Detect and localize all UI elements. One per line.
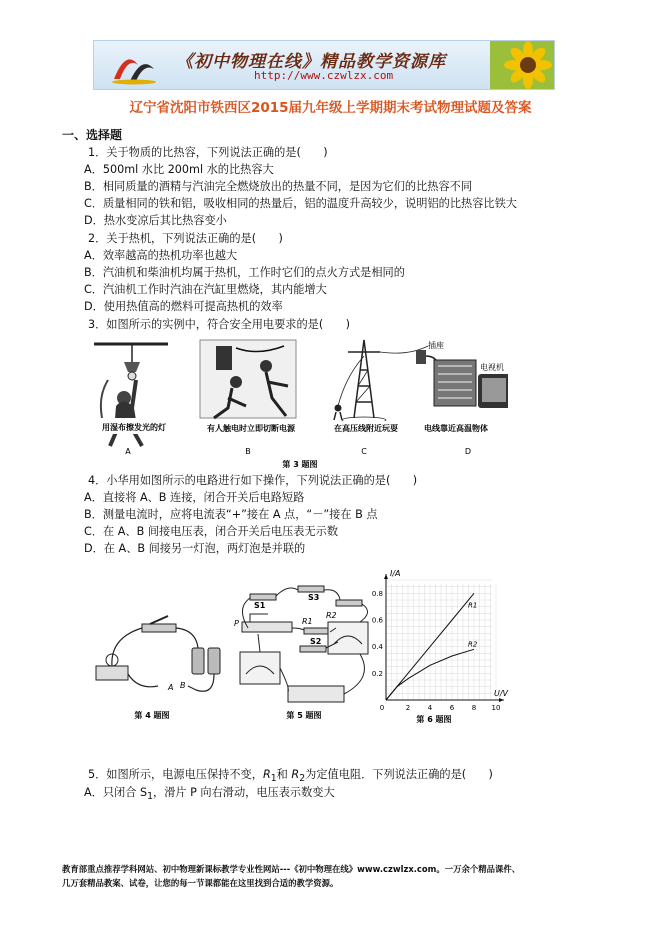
q1-stem: 1．关于物质的比热容，下列说法正确的是( ) (88, 146, 328, 159)
banner-url[interactable]: http://www.czwlzx.com (254, 69, 394, 82)
footer-line-2: 几万套精品教案、试卷，让您的每一节课都能在这里找到合适的教学资源。 (62, 878, 339, 888)
chart-y-tick-label: 0.8 (372, 589, 383, 598)
chart-x-tick-label: 10 (491, 704, 501, 712)
figure-3 (88, 336, 508, 472)
fig3-title: 第 3 题图 (282, 460, 318, 469)
fig4-caption: 第 4 题图 (134, 711, 170, 720)
section-heading: 一、选择题 (62, 128, 123, 142)
chart-x-tick-label: 0 (379, 704, 385, 712)
chart-x-tick-label: 6 (449, 704, 455, 712)
q1-option-b: B．相同质量的酒精与汽油完全燃烧放出的热量不同，是因为它们的比热容不同 (84, 180, 473, 193)
fig3-caption-c: 在高压线附近玩耍 (334, 424, 398, 433)
q2-option-b: B．汽油机和柴油机均属于热机，工作时它们的点火方式是相同的 (84, 266, 405, 279)
q5-stem-part2: 为定值电阻．下列说法正确的是( ) (305, 768, 493, 781)
chart-x-tick-label: 2 (405, 704, 411, 712)
q5-r2: R (291, 768, 300, 781)
fig5-switch-s1: S1 (254, 601, 266, 610)
chart-y-axis-label: I/A (390, 569, 401, 578)
q5-stem-and: 和 (276, 768, 292, 781)
fig3-panel-b-illustration (200, 340, 296, 418)
q5-stem-part1: 5．如图所示，电源电压保持不变， (88, 768, 263, 781)
q2-option-c: C．汽油机工作时汽油在汽缸里燃烧，其内能增大 (84, 283, 327, 296)
chart-x-arrow (499, 698, 504, 702)
q4-option-a: A．直接将 A、B 连接，闭合开关后电路短路 (84, 491, 305, 504)
chart-y-tick-label: 0.4 (372, 643, 383, 652)
q5-option-a-sub: 1 (147, 791, 153, 803)
chart-series-label: R2 (468, 640, 478, 649)
fig3-letter-a: A (125, 447, 131, 456)
fig5-switch-s3: S3 (308, 593, 320, 602)
fig3-caption-b: 有人触电时立即切断电源 (207, 424, 295, 433)
q2-option-a: A．效率越高的热机功率也越大 (84, 249, 238, 262)
q4-stem: 4．小华用如图所示的电路进行如下操作，下列说法正确的是( ) (88, 474, 418, 487)
fig3-caption-a: 用湿布擦发光的灯 (102, 423, 166, 432)
q5-option-a-part1: A．只闭合 S (84, 786, 148, 799)
fig3-caption-d: 电线靠近高温物体 (424, 424, 488, 433)
header-banner (93, 40, 555, 90)
figure-4 (92, 612, 232, 724)
page-title: 辽宁省沈阳市铁西区2015届九年级上学期期末考试物理试题及答案 (129, 100, 532, 116)
fig3-label-socket: 插座 (428, 341, 444, 350)
site-logo-icon (108, 45, 160, 85)
fig5-resistor-r1: R1 (302, 617, 313, 626)
q5-r1: R (262, 768, 271, 781)
chart-y-tick-label: 0.6 (372, 616, 383, 625)
q2-stem: 2．关于热机，下列说法正确的是( ) (88, 232, 283, 245)
chart-y-arrow (384, 574, 388, 579)
figure-5 (228, 578, 378, 724)
fig5-caption: 第 5 题图 (286, 711, 322, 720)
chart-x-tick-label: 8 (471, 704, 477, 712)
sunflower-icon (490, 41, 554, 89)
q5-option-a-part2: ，滑片 P 向右滑动，电压表示数变大 (153, 786, 335, 799)
chart-x-axis-label: U/V (494, 689, 509, 698)
page-footer (62, 862, 622, 890)
q5-option-a (84, 786, 335, 804)
fig4-point-b: B (180, 681, 186, 690)
q1-option-c: C．质量相同的铁和铝，吸收相同的热量后，铝的温度升高较少，说明铝的比热容比铁大 (84, 197, 517, 210)
q1-option-a: A．500ml 水比 200ml 水的比热容大 (84, 163, 274, 176)
fig5-slider-p: P (234, 619, 239, 628)
q2-option-d: D．使用热值高的燃料可提高热机的效率 (84, 300, 283, 313)
q4-option-c: C．在 A、B 间接电压表，闭合开关后电压表无示数 (84, 525, 339, 538)
chart-x-tick-label: 4 (427, 704, 433, 712)
chart-y-tick-label: 0.2 (372, 669, 383, 678)
q5-stem (88, 768, 493, 786)
q4-option-b: B．测量电流时，应将电流表“+”接在 A 点，“－”接在 B 点 (84, 508, 378, 521)
fig6-caption: 第 6 题图 (416, 715, 452, 724)
q1-option-d: D．热水变凉后其比热容变小 (84, 214, 227, 227)
fig3-letter-d: D (464, 447, 472, 456)
q4-option-d: D．在 A、B 间接另一灯泡，两灯泡是并联的 (84, 542, 306, 555)
fig5-switch-s2: S2 (310, 637, 322, 646)
q5-r2-sub: 2 (299, 773, 306, 785)
q3-stem: 3．如图所示的实例中，符合安全用电要求的是( ) (88, 318, 350, 331)
footer-line-1: 教育部重点推荐学科网站、初中物理新课标教学专业性网站---《初中物理在线》www.czwlzx.com。一万余个精品课件、 (62, 864, 521, 874)
fig3-panel-c-illustration (334, 340, 428, 423)
fig3-panel-d-illustration (416, 350, 508, 408)
fig3-letter-c: C (361, 447, 367, 456)
fig3-letter-b: B (245, 447, 251, 456)
chart-series-label: R1 (468, 601, 478, 610)
fig5-resistor-r2: R2 (326, 611, 337, 620)
banner-logo-text: 《初中物理在线》精品教学资源库 (176, 52, 446, 72)
fig4-circuit-illustration (96, 616, 220, 691)
figure-6-chart (372, 562, 522, 726)
q5-r1-sub: 1 (270, 773, 277, 785)
fig3-label-tv: 电视机 (480, 363, 504, 372)
fig4-point-a: A (168, 683, 174, 692)
